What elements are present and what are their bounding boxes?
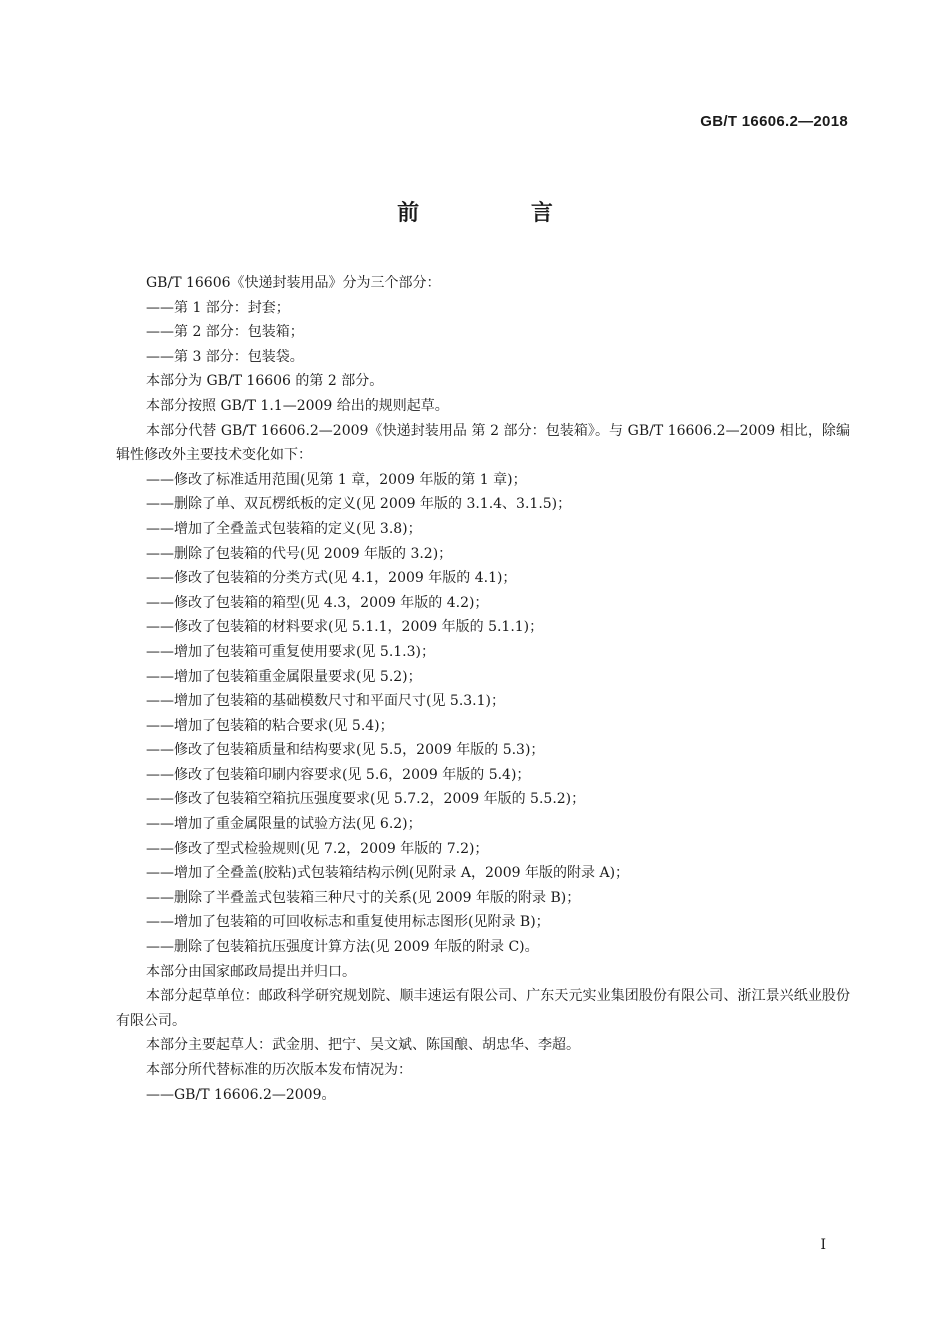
list-item: ——第 2 部分：包装箱； [146, 324, 304, 341]
foreword-body [116, 271, 850, 1107]
list-item: ——增加了包装箱的基础模数尺寸和平面尺寸(见 5.3.1)； [146, 693, 505, 710]
list-item: ——修改了标准适用范围(见第 1 章，2009 年版的第 1 章)； [146, 471, 527, 488]
list-item: ——增加了重金属限量的试验方法(见 6.2)； [146, 816, 422, 833]
list-item: ——增加了包装箱重金属限量要求(见 5.2)； [146, 668, 422, 685]
list-item: ——GB/T 16606.2—2009。 [146, 1086, 336, 1103]
list-item: ——增加了包装箱的可回收标志和重复使用标志图形(见附录 B)； [146, 914, 550, 931]
list-item: ——删除了包装箱的代号(见 2009 年版的 3.2)； [146, 545, 453, 562]
list-item: ——删除了半叠盖式包装箱三种尺寸的关系(见 2009 年版的附录 B)； [146, 889, 581, 906]
page-number: I [820, 1237, 826, 1253]
paragraph: 本部分为 GB/T 16606 的第 2 部分。 [146, 373, 384, 390]
list-item: ——修改了包装箱的分类方式(见 4.1，2009 年版的 4.1)； [146, 570, 517, 587]
paragraph: 本部分起草单位：邮政科学研究规划院、顺丰速运有限公司、广东天元实业集团股份有限公司、浙江景兴纸业股份有限公司。 [116, 988, 850, 1029]
list-item: ——删除了包装箱抗压强度计算方法(见 2009 年版的附录 C)。 [146, 939, 539, 956]
standard-number: GB/T 16606.2—2018 [700, 113, 848, 130]
paragraph: 本部分按照 GB/T 1.1—2009 给出的规则起草。 [146, 397, 449, 414]
paragraph: 本部分代替 GB/T 16606.2—2009《快递封装用品 第 2 部分：包装箱》。与 GB/T 16606.2—2009 相比，除编辑性修改外主要技术变化如下： [116, 422, 850, 464]
list-item: ——增加了全叠盖(胶粘)式包装箱结构示例(见附录 A，2009 年版的附录 A)； [146, 865, 630, 882]
paragraph: 本部分主要起草人：武金朋、把宁、吴文斌、陈国酿、胡忠华、李超。 [146, 1037, 580, 1054]
paragraph: 本部分所代替标准的历次版本发布情况为： [146, 1062, 412, 1078]
list-item: ——修改了包装箱空箱抗压强度要求(见 5.7.2，2009 年版的 5.5.2)； [146, 791, 586, 808]
list-item: ——删除了单、双瓦楞纸板的定义(见 2009 年版的 3.1.4、3.1.5)； [146, 496, 572, 513]
list-item: ——增加了包装箱可重复使用要求(见 5.1.3)； [146, 643, 435, 660]
page-title: 前 言 [397, 201, 605, 226]
list-item: ——修改了包装箱质量和结构要求(见 5.5，2009 年版的 5.3)； [146, 742, 545, 759]
paragraph: 本部分由国家邮政局提出并归口。 [146, 963, 356, 980]
list-item: ——第 1 部分：封套； [146, 299, 290, 316]
list-item: ——修改了包装箱的箱型(见 4.3，2009 年版的 4.2)； [146, 594, 489, 611]
list-item: ——增加了全叠盖式包装箱的定义(见 3.8)； [146, 520, 422, 537]
list-item: ——修改了包装箱印刷内容要求(见 5.6，2009 年版的 5.4)； [146, 766, 531, 783]
list-item: ——第 3 部分：包装袋。 [146, 348, 304, 365]
list-item: ——修改了型式检验规则(见 7.2，2009 年版的 7.2)； [146, 840, 489, 857]
list-item: ——修改了包装箱的材料要求(见 5.1.1，2009 年版的 5.1.1)； [146, 619, 544, 636]
paragraph: GB/T 16606《快递封装用品》分为三个部分： [146, 275, 441, 291]
list-item: ——增加了包装箱的粘合要求(见 5.4)； [146, 717, 394, 734]
